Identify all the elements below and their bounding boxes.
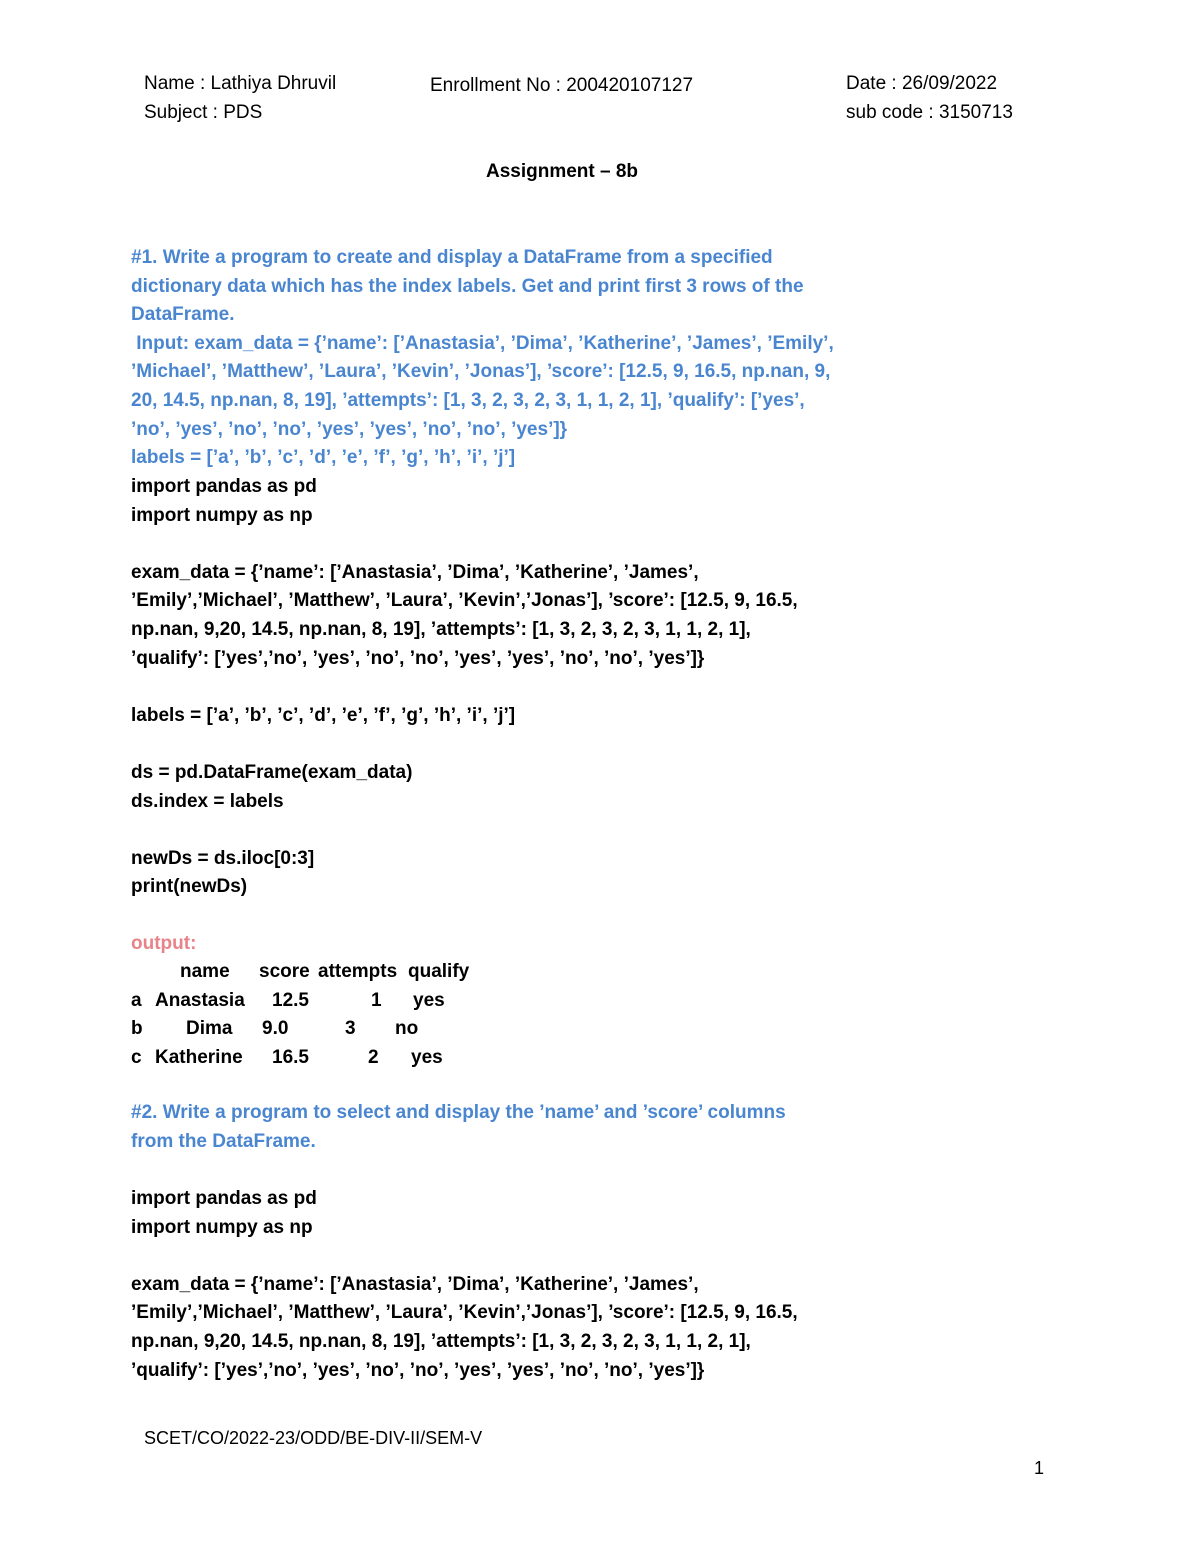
q1-question-line: ’Michael’, ’Matthew’, ’Laura’, ’Kevin’, ’Jonas’], ’score’: [12.5, 9, 16.5, np.nan, 9,	[131, 361, 831, 383]
output-index: c	[131, 1046, 142, 1068]
q1-question	[131, 244, 1131, 473]
output-col-header: qualify	[408, 961, 470, 982]
output-row	[131, 987, 551, 1016]
output-index: b	[131, 1018, 143, 1040]
page-title: Assignment – 8b	[486, 161, 639, 182]
q1-question-line: ’no’, ’yes’, ’no’, ’no’, ’yes’, ’yes’, ’no’, ’no’, ’yes’]}	[131, 418, 568, 440]
code-line: exam_data = {’name’: [’Anastasia’, ’Dima’, ’Katherine’, ’James’,	[131, 561, 699, 583]
enrollment-number: Enrollment No : 200420107127	[430, 75, 694, 96]
code-line: import numpy as np	[131, 1216, 313, 1238]
code-line	[131, 816, 1131, 845]
q2-question	[131, 1099, 1131, 1156]
code-line	[131, 730, 1131, 759]
code-line: labels = [’a’, ’b’, ’c’, ’d’, ’e’, ’f’, ’g’, ’h’, ’i’, ’j’]	[131, 704, 516, 726]
code-line: ds.index = labels	[131, 790, 284, 812]
footer-institution-code: SCET/CO/2022-23/ODD/BE-DIV-II/SEM-V	[144, 1428, 483, 1448]
code-line: np.nan, 9,20, 14.5, np.nan, 8, 19], ’attempts’: [1, 3, 2, 3, 2, 3, 1, 1, 2, 1],	[131, 618, 751, 640]
code-line	[131, 530, 1131, 559]
code-line: ’qualify’: [’yes’,’no’, ’yes’, ’no’, ’no’, ’yes’, ’yes’, ’no’, ’no’, ’yes’]}	[131, 647, 705, 669]
output-cell-name: Anastasia	[155, 989, 245, 1011]
output-col-header: name	[180, 961, 230, 982]
output-label: output:	[131, 933, 197, 954]
q2-question-line: #2. Write a program to select and display the ’name’ and ’score’ columns	[131, 1102, 786, 1123]
q1-question-line: DataFrame.	[131, 304, 235, 326]
q1-question-line: labels = [’a’, ’b’, ’c’, ’d’, ’e’, ’f’, ’g’, ’h’, ’i’, ’j’]	[131, 447, 516, 469]
output-cell-attempts: 2	[368, 1046, 379, 1068]
output-col-header: attempts	[318, 961, 398, 982]
q1-question-line: dictionary data which has the index labels. Get and print first 3 rows of the	[131, 275, 804, 297]
q1-code	[131, 473, 1131, 902]
output-cell-score: 16.5	[272, 1046, 309, 1068]
output-row	[131, 1044, 551, 1073]
q2-question-line: from the DataFrame.	[131, 1130, 316, 1152]
output-cell-name: Katherine	[155, 1046, 243, 1068]
output-cell-score: 12.5	[272, 989, 309, 1011]
date: Date : 26/09/2022	[846, 73, 998, 94]
output-cell-qualify: yes	[411, 1046, 443, 1068]
output-cell-name: Dima	[186, 1018, 233, 1040]
q1-question-line: 20, 14.5, np.nan, 8, 19], ’attempts’: [1, 3, 2, 3, 2, 3, 1, 1, 2, 1], ’qualify’: [’yes’,	[131, 389, 805, 411]
output-cell-qualify: no	[395, 1018, 419, 1040]
subject: Subject : PDS	[144, 102, 263, 123]
output-index: a	[131, 989, 142, 1011]
output-cell-score: 9.0	[262, 1018, 289, 1040]
code-line: print(newDs)	[131, 876, 248, 898]
subject-code: sub code : 3150713	[846, 102, 1013, 123]
q2-code	[131, 1185, 1131, 1385]
q1-question-line: #1. Write a program to create and display a DataFrame from a specified	[131, 247, 773, 268]
output-cell-qualify: yes	[413, 989, 445, 1011]
output-cell-attempts: 1	[371, 989, 382, 1011]
code-line: ’Emily’,’Michael’, ’Matthew’, ’Laura’, ’Kevin’,’Jonas’], ’score’: [12.5, 9, 16.5,	[131, 1302, 798, 1324]
code-line: newDs = ds.iloc[0:3]	[131, 847, 315, 869]
q1-question-line: Input: exam_data = {’name’: [’Anastasia’, ’Dima’, ’Katherine’, ’James’, ’Emily’,	[131, 332, 834, 354]
code-line: import pandas as pd	[131, 476, 317, 497]
output-cell-attempts: 3	[345, 1018, 356, 1040]
code-line: ’Emily’,’Michael’, ’Matthew’, ’Laura’, ’Kevin’,’Jonas’], ’score’: [12.5, 9, 16.5,	[131, 590, 798, 612]
page-number: 1	[1034, 1458, 1045, 1478]
code-line	[131, 673, 1131, 702]
code-line: ds = pd.DataFrame(exam_data)	[131, 761, 413, 783]
output-header-row	[131, 958, 551, 987]
code-line: ’qualify’: [’yes’,’no’, ’yes’, ’no’, ’no’, ’yes’, ’yes’, ’no’, ’no’, ’yes’]}	[131, 1359, 705, 1381]
student-name: Name : Lathiya Dhruvil	[144, 73, 337, 94]
code-line: import numpy as np	[131, 504, 313, 526]
output-table	[131, 958, 551, 1072]
output-col-header: score	[259, 961, 310, 982]
code-line: np.nan, 9,20, 14.5, np.nan, 8, 19], ’attempts’: [1, 3, 2, 3, 2, 3, 1, 1, 2, 1],	[131, 1330, 751, 1352]
code-line	[131, 1242, 1131, 1271]
code-line: exam_data = {’name’: [’Anastasia’, ’Dima’, ’Katherine’, ’James’,	[131, 1273, 699, 1295]
code-line: import pandas as pd	[131, 1188, 317, 1209]
output-row	[131, 1015, 551, 1044]
